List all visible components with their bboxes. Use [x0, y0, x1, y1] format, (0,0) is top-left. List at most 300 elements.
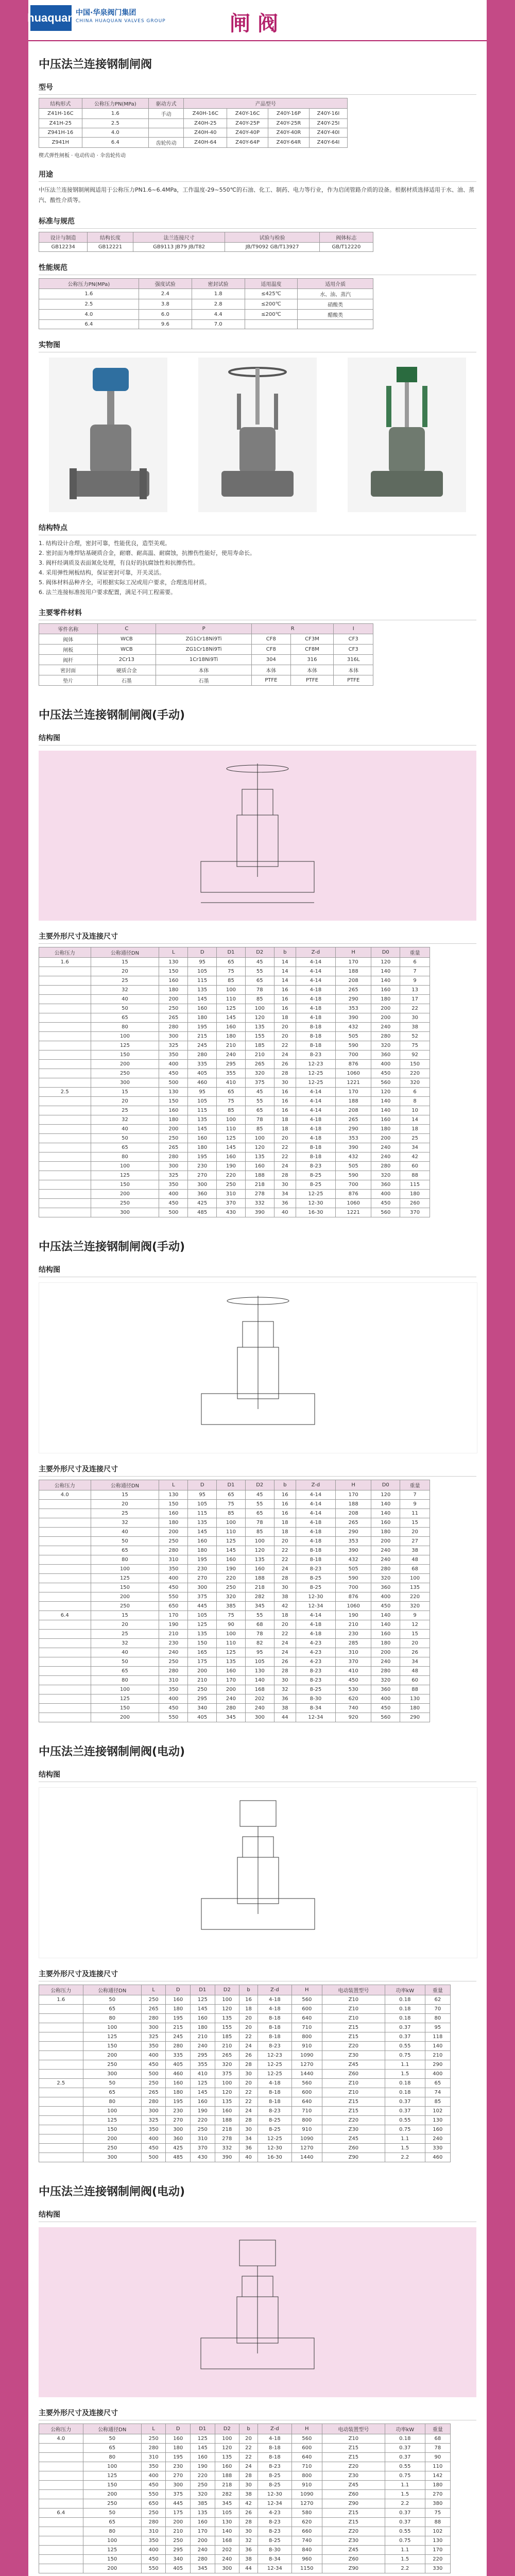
- table-cell: 200: [371, 1013, 400, 1023]
- table-header-cell: 适用温度: [245, 279, 298, 289]
- table-cell: [39, 2014, 83, 2023]
- table-cell: 353: [335, 1004, 371, 1013]
- table-cell: 22: [239, 2097, 258, 2107]
- table-row: [39, 1667, 430, 1676]
- table-cell: 150: [91, 1050, 159, 1060]
- table-cell: Z30: [322, 2051, 385, 2060]
- table-cell: 265: [141, 2005, 166, 2014]
- table-cell: 8-30: [258, 2546, 292, 2555]
- table-cell: 350: [141, 2462, 166, 2471]
- table-row: [39, 1162, 430, 1171]
- table-cell: 350: [141, 2042, 166, 2051]
- table-cell: 130: [215, 2518, 239, 2527]
- table-cell: 200: [91, 1592, 159, 1602]
- table-cell: [39, 1676, 91, 1685]
- model-note: 电动传动: [74, 153, 95, 159]
- table-row: [39, 2032, 451, 2042]
- table-cell: 48: [400, 1555, 430, 1565]
- table-cell: 120: [371, 958, 400, 967]
- table-cell: 125: [191, 2434, 215, 2444]
- table-cell: 135: [191, 2509, 215, 2518]
- table-cell: 100: [91, 1565, 159, 1574]
- table-cell: 215: [166, 2023, 191, 2032]
- table-cell: 375: [188, 1592, 217, 1602]
- table-cell: 2.2: [385, 2499, 425, 2509]
- table-cell: 165: [188, 1648, 217, 1657]
- table-cell: 410: [217, 1078, 246, 1088]
- table-cell: 120: [245, 1546, 274, 1555]
- structure-drawing-panel: [39, 2227, 476, 2397]
- table-cell: 0.18: [385, 2014, 425, 2023]
- table-cell: 8-18: [296, 1143, 335, 1153]
- table-cell: 20: [239, 2014, 258, 2023]
- table-row: [39, 1565, 430, 1574]
- table-cell: [39, 1509, 91, 1518]
- table-cell: 250: [83, 2499, 141, 2509]
- table-cell: [39, 2471, 83, 2481]
- table-cell: 1270: [291, 2499, 322, 2509]
- table-cell: 265: [141, 2088, 166, 2097]
- table-cell: 4-14: [296, 958, 335, 967]
- table-cell: 230: [188, 1565, 217, 1574]
- table-cell: 160: [188, 1004, 217, 1013]
- table-cell: 160: [166, 2079, 191, 2088]
- table-cell: 28: [274, 1667, 296, 1676]
- table-cell: 15: [91, 1490, 159, 1500]
- table-cell: Z40Y-16P: [268, 109, 310, 119]
- table-cell: 55: [245, 967, 274, 976]
- table-cell: 375: [166, 2490, 191, 2499]
- table-cell: 0.37: [385, 2107, 425, 2116]
- table-cell: 32: [91, 1639, 159, 1648]
- table-row: [39, 947, 430, 958]
- table-cell: 68: [245, 1620, 274, 1630]
- table-cell: 32: [91, 1115, 159, 1125]
- table-row: [39, 320, 373, 329]
- table-cell: 32: [91, 1518, 159, 1528]
- table-cell: 265: [159, 1013, 188, 1023]
- table-cell: 8: [400, 1097, 430, 1106]
- table-cell: Z15: [322, 2518, 385, 2527]
- table-cell: 200: [83, 2051, 141, 2060]
- table-cell: CF3: [334, 634, 373, 645]
- table-header-cell: 重量: [425, 1985, 450, 1995]
- table-cell: 11: [400, 1509, 430, 1518]
- table-cell: 4-23: [258, 2509, 292, 2518]
- table-cell: 95: [425, 2023, 450, 2032]
- table-cell: 142: [425, 2471, 450, 2481]
- table-row: [39, 976, 430, 986]
- table-cell: 360: [371, 1583, 400, 1592]
- table-cell: 4-23: [296, 1648, 335, 1657]
- table-cell: 85: [245, 1125, 274, 1134]
- table-cell: PTFE: [334, 675, 373, 686]
- table-cell: 280: [159, 1023, 188, 1032]
- table-cell: 32: [239, 2536, 258, 2546]
- table-cell: 本体: [334, 665, 373, 675]
- materials-heading: 主要零件材料: [39, 607, 476, 620]
- table-cell: 195: [166, 2014, 191, 2023]
- table-cell: 硝酸类: [298, 299, 373, 310]
- table-cell: 18: [274, 1115, 296, 1125]
- table-cell: [148, 119, 184, 128]
- table-cell: 130: [159, 1490, 188, 1500]
- table-cell: 26: [239, 2509, 258, 2518]
- table-cell: 350: [159, 1685, 188, 1694]
- table-cell: 6.4: [39, 2509, 83, 2518]
- table-cell: 4-14: [296, 976, 335, 986]
- table-cell: [39, 1620, 91, 1630]
- table-row: [39, 1537, 430, 1546]
- table-cell: 200: [159, 1528, 188, 1537]
- table-row: [39, 1528, 430, 1537]
- table-cell: 350: [159, 1050, 188, 1060]
- table-row: [39, 1180, 430, 1190]
- table-row: [39, 2097, 451, 2107]
- table-cell: 560: [291, 2434, 322, 2444]
- table-cell: 1.6: [82, 109, 148, 119]
- table-cell: 230: [159, 1639, 188, 1648]
- table-cell: 24: [274, 1639, 296, 1648]
- table-cell: 18: [274, 1013, 296, 1023]
- dimension-table: [39, 2424, 451, 2573]
- usage-text: 中压法兰连接钢制闸阀适用于公称压力PN1.6~6.4MPa，工作温度-29~550℃的石油、化工、制药、电力等行业，作为启闭管路介质的设备。根据材质选择适用于水、油、蒸汽、酸性介质等。: [39, 187, 474, 204]
- table-cell: 120: [245, 1143, 274, 1153]
- table-cell: 330: [425, 2564, 450, 2573]
- table-cell: 8-18: [258, 2088, 292, 2097]
- table-row: [39, 138, 348, 148]
- table-cell: 92: [400, 1050, 430, 1060]
- table-cell: 8-18: [258, 2014, 292, 2023]
- table-cell: [39, 1023, 91, 1032]
- table-cell: 12-30: [296, 1199, 335, 1208]
- table-cell: 180: [188, 1546, 217, 1555]
- table-cell: 4-18: [296, 1537, 335, 1546]
- table-cell: 250: [83, 2060, 141, 2070]
- table-cell: 700: [335, 1583, 371, 1592]
- table-cell: 55: [245, 1097, 274, 1106]
- table-cell: 20: [274, 1023, 296, 1032]
- table-cell: 400: [371, 1190, 400, 1199]
- table-cell: 8-25: [296, 1583, 335, 1592]
- table-cell: CF3M: [290, 634, 334, 645]
- table-cell: [39, 2453, 83, 2462]
- table-cell: 295: [217, 1060, 246, 1069]
- table-cell: 1090: [291, 2490, 322, 2499]
- table-cell: 2.5: [39, 1088, 91, 1097]
- table-cell: 30: [274, 1180, 296, 1190]
- table-cell: 316L: [334, 655, 373, 665]
- manual-gate-valve-photo: [198, 358, 317, 512]
- table-row: [39, 1657, 430, 1667]
- table-cell: 85: [245, 995, 274, 1004]
- catalog-page: huaquan 中国·华泉阀门集团 CHINA HUAQUAN VALVES GROUP 闸阀 中压法兰连接钢制闸阀 型号 结构形式 公称压力PN(MPa) 驱动方式 产品型号 Z41H-16C 1.6 手动 Z40H-16C Z40Y-16C Z40Y-16P Z40Y-16I Z41H-25 2.5 Z40H-25 Z40Y-25P Z40Y-25R Z40Y-25I Z941H-16 4.0 Z40H-40 Z40Y-40P Z40Y-40R Z40Y-40I Z941H 6.4 齿轮传动 Z40H-64 Z40Y-64P Z40Y-64R Z40Y-64I 楔式弹性闸板 · 电动传动 · 伞齿轮传动 用途 中压法兰连接钢制闸阀适用于公称压力PN1.6~6.4MPa，工作温度-29~550℃的石油、化工、制药、电力等行业，作为启闭管路介质的设备。根据材质选择适用于水、油、蒸汽、酸性介质等。 标准与规范 设计与制造 结构长度 法兰连接尺寸 试验与检验 阀体标志 GB12234 GB12221 GB9113 JB79 JB/T82 JB/T9092 GB/T13927 GB/T12220 性能规范 公称压力PN(MPa) 强度试验 密封试验 适用温度 适用介质 1.6 2.4 1.8 ≤425℃ 水、油、蒸汽 2.5 3.8 2.8 ≤200℃ 硝酸类 4.0 6.0 4.4 ≤200℃ 醋酸类 6.4 9.6 7.0 实物图 结构特点 1. 结构设计合理，密封可靠，性能优良，造型美观。 2. 密封面为堆焊钴基硬质合金，耐磨、耐高温、耐腐蚀，抗擦伤性能好，使用寿命长。 3. 阀杆经调质及表面氮化处理，有良好的抗腐蚀性和抗擦伤性。 4. 采用弹性闸板结构，保证密封可靠，开关灵活。 5. 阀体材料品种齐全，可根据实际工况或用户要求，合理选用材质。 6. 法兰连接标准按用户要求配置，满足不同工程需要。 主要零件材料 零件名称 C P R I 阀体 WCB ZG1Cr18Ni9Ti CF8 CF3M CF3 闸板 WCB ZG1Cr18Ni9Ti CF8 CF8M CF3 阀杆 2Cr13 1Cr18Ni9Ti 304 316 316L 密封面 硬质合金 本体 本体 本体 本体 垫片 石墨 石墨 PTFE PTFE PTFE 中压法兰连接钢制闸阀(手动) 结构图 主要外形尺寸及连接尺寸 公称压力 公称通径DN L D D1 D2 b Z-d H D0 重量 1.6 15 130 95 65 45 14 4-14 170 120 6 20 150 105 75 55 14 4-14 188 140 7 25 160 115 85 65 14 4-14 208 140 9 32 180 135 100 78 16 4-18 265 160 13 40 200 145 110 85 16 4-18 290 180 17 50 250 160 125 100 16 4-18 353 200 22 65 265 180 145 120 18 4-18 390 200 30 80 280 195 160 135 20 8-18 432 240 38 100 300 215 180 155 20 8-18 505 280 52 125 325 245 210 185 22 8-18 590 320 75 150 350 280 240 210 24 8-23 700 360 92 200 400 335 295 265 26 12-23 876 400 150 250 450 405 355 320 28 12-25 1060 450 220 300 500 460 410 375 30 12-25 1221 560 320 2.5 15 130 95 65 45 16 4-14 170 120 6 20 150 105 75 55 16 4-14 188 140 8 25 160 115 85 65 16 4-14 208 140 10 32 180 135 100 78 18 4-18 265 160 14 40 200 145 110 85 18 4-18 290 180 18 50 250 160 125 100 20 4-18 353 200 25 65 265 180 145 120 22 8-18 390 240 34 80 280 195 160 135 22 8-18 432 240 42 100 300 230 190 160 24 8-23 505 280 60 125 325 270 220 188 28 8-25 590 320 88 150 350 300 250 218 30 8-25 700 360 115 200 400 360 310 278 34 12-25 876 400 180 250 450 425 370 332 36 12-30 1060 450 260 300 500 485 430 390 40 16-30 1221 560 370 中压法兰连接钢制闸阀(手动) 结构图 主要外形尺寸及连接尺寸 公称压力 公称通径DN L D D1 D2 b Z-d H D0 重量 4.0 15 130 95 65 45 16 4-14 170 120 7 20 150 105 75 55 16 4-14 188 140 9 25 160 115 85 65 16 4-14 208 140 11 32 180 135 100 78 18 4-18 265 160 15 40 200 145 110 85 18 4-18 290 180 20 50 250 160 125 100 20 4-18 353 200 27 65 280 180 145 120 22 8-18 390 240 38 80 310 195 160 135 22 8-18 432 240 48 100 350 230 190 160 24 8-23 505 280 68 125 400 270 220 188 28 8-25 590 320 100 150 450 300 250 218 30 8-25 700 360 135 200 550 375 320 282 38 12-30 876 400 220 250 650 445 385 345 42 12-34 1060 450 320 6.4 15 170 105 75 55 18 4-14 190 140 9 20 190 125 90 68 20 4-18 210 140 12 25 210 135 100 78 22 4-18 230 160 15 32 230 150 110 82 24 4-23 285 180 20 40 240 165 125 95 24 4-23 310 200 26 50 250 175 135 105 26 4-23 370 240 34 65 280 200 160 130 28 8-23 410 280 48 80 310 210 170 140 30 8-23 450 320 60 100 350 250 200 168 32 8-25 530 360 88 125 400 295 240 202 36 8-30 620 400 130 150 450 340 280 240 38 8-34 740 450 180 200 550 405 345 300 44 12-34 920 560 290 中压法兰连接钢制闸阀(电动) 结构图 主要外形尺寸及连接尺寸 公称压力 公称通径DN L D D1 D2 b Z-d H 电动装置型号 功率kW 重量 1.6 50 250 160 125 100 16 4-18 560 Z10 0.18 62 65 265 180 145 120 18 4-18 600 Z10 0.18 70 80 280 195 160 135 20 8-18 640 Z10 0.18 80 100 300 215 180 155 20 8-18 710 Z15 0.37 95 125 325 245 210 185 22 8-18 800 Z15 0.37 118 150 350 280 240 210 24 8-23 910 Z20 0.55 140 200 400 335 295 265 26 12-23 1090 Z30 0.75 210 250 450 405 355 320 28 12-25 1270 Z45 1.1 290 300 500 460 410 375 30 12-25 1440 Z60 1.5 400 2.5 50 250 160 125 100 20 4-18 560 Z10 0.18 65 65 265 180 145 120 22 8-18 600 Z10 0.18 74 80 280 195 160 135 22 8-18 640 Z15 0.37 85 100 300 230 190 160 24 8-23 710 Z15 0.37 102 125 325 270 220 188 28 8-25 800 Z20 0.55 130 150 350 300 250 218 30 8-25 910 Z30 0.75 160 200 400 360 310 278 34 12-25 1090 Z45 1.1 240 250 450 425 370 332 36 12-30 1270 Z60 1.5 330 300 500 485 430 390 40 16-30 1440 Z90 2.2 460 中压法兰连接钢制闸阀(电动) 结构图 主要外形尺寸及连接尺寸 公称压力 公称通径DN L D D1 D2 b Z-d H 电动装置型号 功率kW 重量 4.0 50 250 160 125 100 20 4-18 560 Z10 0.18 68 65 280 180 145 120 22 8-18 600 Z15 0.37 78 80 310 195 160 135 22 8-18 640 Z15 0.37 90 100 350 230 190 160 24 8-23 710 Z20 0.55 110 125 400 270 220 188 28 8-25 800 Z30 0.75 142 150 450 300 250 218 30 8-25 910 Z45 1.1 180 200 550 375 320 282 38 12-30 1090 Z60 1.5 270 250 650 445 385 345 42 12-34 1270 Z90 2.2 380 6.4 50 250 175 135 105 26 4-23 580 Z15 0.37 75 65 280 200 160 130 28 8-23 620 Z15 0.37 88 80 310 210 170 140 30 8-23 660 Z20 0.55 102 100 350 250 200 168 32 8-25 740 Z30 0.75 130 125 400 295 240 202 36 8-30 840 Z45 1.1 170 150 450 340 280 240 38 8-34 960 Z60 1.5 220 200 550 405 345 300 44 12-34 1150 Z90 2.2 330: [28, 0, 487, 2576]
- table-cell: 405: [166, 2060, 191, 2070]
- table-cell: 485: [188, 1208, 217, 1217]
- table-cell: [39, 1153, 91, 1162]
- table-cell: 2.4: [139, 289, 192, 299]
- table-cell: 320: [400, 1078, 430, 1088]
- table-cell: 42: [239, 2499, 258, 2509]
- table-cell: 18: [400, 1125, 430, 1134]
- table-cell: 195: [188, 1023, 217, 1032]
- table-cell: 215: [188, 1032, 217, 1041]
- table-cell: 42: [400, 1153, 430, 1162]
- table-cell: 180: [371, 1125, 400, 1134]
- table-cell: 22: [274, 1555, 296, 1565]
- table-cell: 100: [83, 2107, 141, 2116]
- materials-table: [39, 623, 373, 686]
- table-cell: 125: [188, 1620, 217, 1630]
- table-cell: Z90: [322, 2499, 385, 2509]
- table-cell: 22: [274, 1143, 296, 1153]
- table-header-cell: 适用介质: [298, 279, 373, 289]
- table-cell: 218: [245, 1180, 274, 1190]
- table-header-cell: H: [335, 947, 371, 958]
- table-cell: Z10: [322, 2014, 385, 2023]
- table-cell: 8-18: [296, 1546, 335, 1555]
- table-cell: Z20: [322, 2116, 385, 2125]
- table-header-cell: b: [274, 1480, 296, 1490]
- table-row: [39, 2424, 451, 2434]
- table-cell: 210: [245, 1050, 274, 1060]
- table-header-cell: H: [335, 1480, 371, 1490]
- table-cell: 450: [371, 1602, 400, 1611]
- table-cell: 210: [215, 2042, 239, 2051]
- table-cell: 24: [239, 2107, 258, 2116]
- table-cell: 590: [335, 1574, 371, 1583]
- table-header-cell: 公称压力PN(MPa): [39, 279, 139, 289]
- table-header-cell: 公称通径DN: [91, 947, 159, 958]
- table-header-cell: 零件名称: [39, 624, 98, 634]
- table-cell: [39, 1648, 91, 1657]
- table-row: [39, 2107, 451, 2116]
- table-header-cell: I: [334, 624, 373, 634]
- table-cell: 100: [215, 2434, 239, 2444]
- table-cell: 125: [91, 1694, 159, 1704]
- table-cell: 0.75: [385, 2125, 425, 2134]
- table-cell: Z41H-25: [39, 119, 82, 128]
- table-cell: 12-30: [296, 1592, 335, 1602]
- table-cell: 120: [371, 1088, 400, 1097]
- table-cell: 410: [191, 2070, 215, 2079]
- table-cell: [39, 1208, 91, 1217]
- table-cell: 180: [166, 2088, 191, 2097]
- feature-item: 4. 采用弹性闸板结构，保证密封可靠，开关灵活。: [39, 569, 165, 576]
- table-cell: 505: [335, 1162, 371, 1171]
- table-cell: 310: [141, 2527, 166, 2536]
- table-cell: 160: [166, 1995, 191, 2005]
- table-cell: 20: [274, 1537, 296, 1546]
- table-cell: 250: [188, 1685, 217, 1694]
- table-cell: 160: [217, 1667, 246, 1676]
- table-cell: 88: [425, 2518, 450, 2527]
- table-cell: 1440: [291, 2153, 322, 2162]
- table-cell: 13: [400, 986, 430, 995]
- table-cell: 8-18: [258, 2032, 292, 2042]
- table-cell: 145: [188, 995, 217, 1004]
- table-cell: 16: [274, 1509, 296, 1518]
- table-cell: 100: [91, 1162, 159, 1171]
- table-row: [39, 2060, 451, 2070]
- table-cell: 188: [245, 1171, 274, 1180]
- table-cell: 530: [335, 1685, 371, 1694]
- table-cell: 4-18: [296, 1518, 335, 1528]
- table-cell: 370: [335, 1657, 371, 1667]
- table-cell: 740: [335, 1704, 371, 1713]
- table-row: [39, 1583, 430, 1592]
- table-cell: 4.0: [39, 2434, 83, 2444]
- structure-drawing-panel: [39, 1282, 477, 1453]
- table-cell: 300: [166, 2125, 191, 2134]
- table-cell: [39, 1106, 91, 1115]
- table-row: [39, 2518, 451, 2527]
- table-cell: 100: [217, 986, 246, 995]
- table-cell: 316: [290, 655, 334, 665]
- model-note: 伞齿轮传动: [100, 153, 126, 159]
- structure-drawing: [181, 1795, 335, 1950]
- table-cell: 105: [215, 2509, 239, 2518]
- table-cell: 220: [400, 1592, 430, 1602]
- table-cell: [39, 2023, 83, 2032]
- table-header-cell: 试验与检验: [225, 232, 319, 243]
- table-cell: 280: [159, 1667, 188, 1676]
- table-cell: [39, 1032, 91, 1041]
- table-cell: 28: [274, 1069, 296, 1078]
- table-cell: 135: [245, 1023, 274, 1032]
- table-cell: 170: [191, 2527, 215, 2536]
- table-row: [39, 279, 373, 289]
- table-cell: 1060: [335, 1602, 371, 1611]
- table-cell: [39, 1657, 91, 1667]
- table-cell: 380: [425, 2499, 450, 2509]
- table-cell: 38: [239, 2555, 258, 2564]
- table-row: [39, 119, 348, 128]
- table-cell: 310: [159, 1676, 188, 1685]
- table-cell: 60: [400, 1162, 430, 1171]
- table-cell: 188: [335, 1097, 371, 1106]
- right-side-band: [487, 0, 515, 2576]
- table-cell: 430: [217, 1208, 246, 1217]
- table-cell: 4-18: [296, 1013, 335, 1023]
- table-cell: Z40H-64: [184, 138, 227, 148]
- performance-table-body: [39, 289, 373, 329]
- table-cell: 12-25: [296, 1078, 335, 1088]
- table-row: [39, 1125, 430, 1134]
- table-cell: 160: [191, 2014, 215, 2023]
- table-row: [39, 2434, 451, 2444]
- table-cell: 335: [188, 1060, 217, 1069]
- table-cell: 350: [159, 1565, 188, 1574]
- table-cell: 160: [425, 2125, 450, 2134]
- table-cell: 8-23: [258, 2462, 292, 2471]
- table-cell: 8-23: [296, 1676, 335, 1685]
- table-cell: 550: [159, 1592, 188, 1602]
- table-cell: Z60: [322, 2490, 385, 2499]
- table-cell: 78: [245, 1115, 274, 1125]
- table-cell: 265: [335, 1115, 371, 1125]
- table-cell: 150: [83, 2481, 141, 2490]
- table-cell: 370: [191, 2144, 215, 2153]
- table-cell: 36: [239, 2546, 258, 2555]
- table-cell: 115: [188, 976, 217, 986]
- table-cell: 390: [215, 2153, 239, 2162]
- table-cell: 170: [335, 958, 371, 967]
- table-cell: [39, 1143, 91, 1153]
- table-cell: 500: [159, 1208, 188, 1217]
- table-cell: Z40Y-64I: [309, 138, 347, 148]
- table-cell: 125: [217, 1648, 246, 1657]
- table-cell: 160: [159, 1509, 188, 1518]
- table-cell: 100: [91, 1032, 159, 1041]
- table-cell: 210: [166, 2527, 191, 2536]
- table-row: [39, 2444, 451, 2453]
- table-cell: 400: [371, 1694, 400, 1704]
- table-cell: [39, 2518, 83, 2527]
- table-cell: 188: [335, 967, 371, 976]
- table-cell: 50: [91, 1004, 159, 1013]
- table-cell: 310: [335, 1648, 371, 1657]
- gear-gate-valve-photo: [348, 358, 466, 512]
- table-cell: 15: [91, 1088, 159, 1097]
- table-row: [39, 109, 348, 119]
- table-cell: 400: [141, 2471, 166, 2481]
- table-cell: 150: [159, 1097, 188, 1106]
- table-cell: Z10: [322, 2005, 385, 2014]
- table-cell: 130: [425, 2536, 450, 2546]
- table-cell: 180: [371, 1528, 400, 1537]
- table-cell: 0.37: [385, 2097, 425, 2107]
- table-cell: 200: [83, 2564, 141, 2573]
- table-cell: 4-18: [296, 1630, 335, 1639]
- table-cell: 500: [141, 2070, 166, 2079]
- table-row: [39, 1574, 430, 1583]
- table-cell: 385: [191, 2499, 215, 2509]
- table-cell: 40: [91, 1528, 159, 1537]
- table-cell: 280: [141, 2518, 166, 2527]
- table-cell: 190: [217, 1162, 246, 1171]
- table-cell: 50: [91, 1134, 159, 1143]
- table-row: [39, 634, 373, 645]
- table-cell: 102: [425, 2107, 450, 2116]
- table-header-cell: 公称通径DN: [83, 1985, 141, 1995]
- table-cell: 325: [159, 1171, 188, 1180]
- table-cell: Z40H-25: [184, 119, 227, 128]
- table-cell: 590: [335, 1171, 371, 1180]
- table-cell: [39, 2125, 83, 2134]
- table-cell: Z20: [322, 2462, 385, 2471]
- table-cell: 60: [400, 1676, 430, 1685]
- table-cell: 12-25: [296, 1069, 335, 1078]
- table-cell: 550: [141, 2564, 166, 2573]
- dimension-heading: 主要外形尺寸及连接尺寸: [39, 1464, 476, 1477]
- table-cell: 208: [335, 1106, 371, 1115]
- table-cell: 910: [291, 2125, 322, 2134]
- table-cell: 0.37: [385, 2453, 425, 2462]
- table-cell: 210: [191, 2032, 215, 2042]
- table-cell: 12-23: [296, 1060, 335, 1069]
- table-cell: Z60: [322, 2144, 385, 2153]
- table-cell: 4-14: [296, 1490, 335, 1500]
- table-cell: 100: [245, 1134, 274, 1143]
- section-title: 中压法兰连接钢制闸阀(电动): [39, 1745, 185, 1758]
- table-cell: 320: [371, 1041, 400, 1050]
- table-row: [39, 967, 430, 976]
- table-cell: 1.5: [385, 2555, 425, 2564]
- table-cell: 22: [400, 1004, 430, 1013]
- table-cell: [39, 967, 91, 976]
- table-cell: 135: [217, 1657, 246, 1667]
